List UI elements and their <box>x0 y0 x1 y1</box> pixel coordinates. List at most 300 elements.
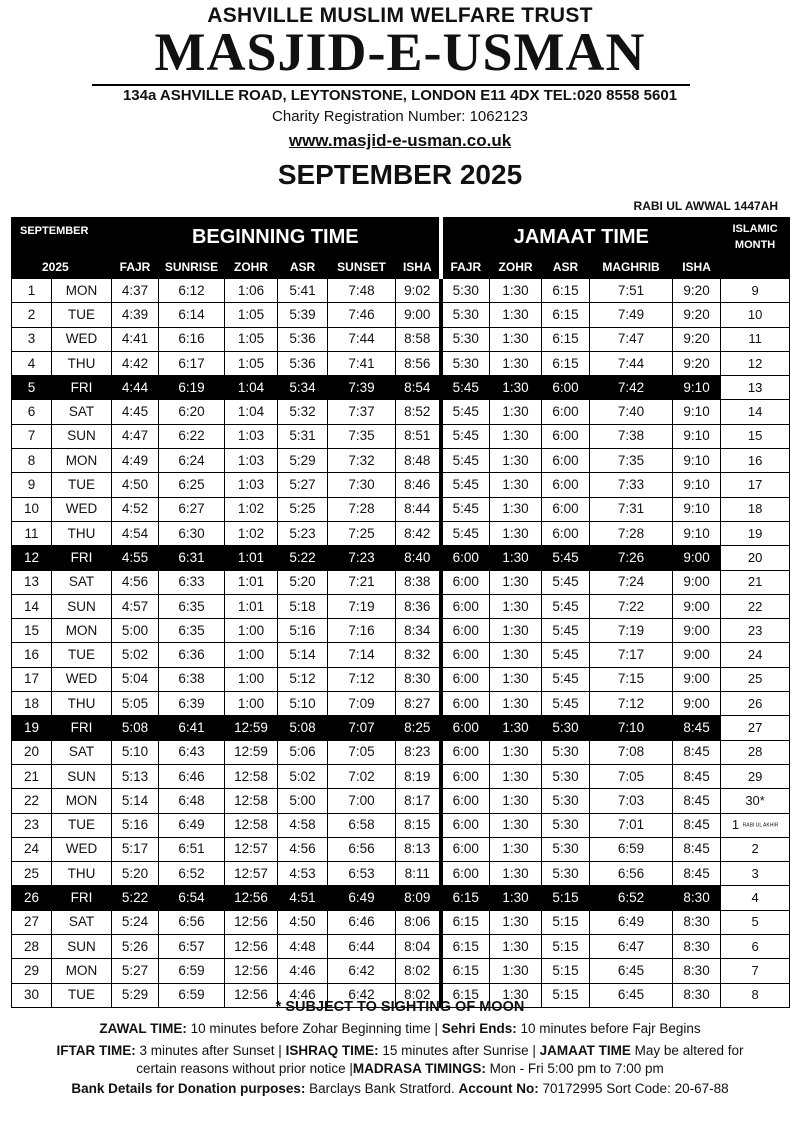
day-number <box>12 910 52 934</box>
begin-asr-text: 5:12 <box>289 671 316 687</box>
jamaat-maghrib <box>590 376 673 400</box>
col-jamaat-zohr: ZOHR <box>490 256 542 279</box>
jamaat-asr <box>542 910 590 934</box>
begin-sunrise-text: 6:38 <box>178 671 205 687</box>
jamaat-fajr-text: 6:00 <box>452 622 479 638</box>
month-title: SEPTEMBER 2025 <box>277 159 523 190</box>
begin-sunrise-text: 6:52 <box>178 865 205 881</box>
jamaat-asr <box>542 424 590 448</box>
day-number <box>12 521 52 545</box>
jamaat-fajr-text: 6:00 <box>452 598 479 614</box>
jamaat-zohr <box>490 643 542 667</box>
begin-fajr-text: 5:04 <box>121 671 149 687</box>
begin-zohr-text: 1:03 <box>237 428 265 444</box>
jamaat-zohr <box>490 351 542 375</box>
begin-fajr-text: 5:13 <box>121 768 149 784</box>
begin-sunrise-text: 6:14 <box>178 306 205 322</box>
begin-sunrise-text: 6:25 <box>178 477 205 493</box>
begin-sunset-text: 7:35 <box>348 428 375 444</box>
begin-sunset <box>328 789 396 813</box>
begin-isha-text: 8:56 <box>404 355 431 371</box>
islamic-day-text: 10 <box>747 306 763 322</box>
jamaat-fajr-text: 5:45 <box>452 452 479 468</box>
jamaat-maghrib-text: 7:22 <box>617 598 645 614</box>
begin-sunset-text: 6:42 <box>348 962 375 978</box>
table-row <box>12 521 790 545</box>
begin-zohr <box>225 424 278 448</box>
table-row <box>12 813 790 837</box>
weekday-text: MON <box>65 962 98 978</box>
jamaat-fajr-text: 5:45 <box>452 379 479 395</box>
begin-zohr-text: 12:59 <box>234 744 268 760</box>
jamaat-maghrib-text: 6:56 <box>617 865 645 881</box>
day-number <box>12 667 52 691</box>
islamic-day-text: 23 <box>747 622 763 638</box>
jamaat-maghrib <box>590 521 673 545</box>
table-row <box>12 400 790 424</box>
jamaat-asr <box>542 643 590 667</box>
begin-fajr-text: 5:17 <box>121 841 149 857</box>
begin-sunrise <box>159 351 225 375</box>
jamaat-isha <box>673 862 721 886</box>
begin-sunset-text: 7:41 <box>348 355 375 371</box>
jamaat-fajr <box>441 279 490 303</box>
begin-asr <box>278 303 328 327</box>
jamaat-zohr-text: 1:30 <box>502 282 529 298</box>
begin-sunrise <box>159 424 225 448</box>
islamic-day-text: 18 <box>747 501 763 517</box>
begin-asr <box>278 643 328 667</box>
begin-zohr <box>225 886 278 910</box>
jamaat-maghrib-text: 7:03 <box>617 792 645 808</box>
begin-zohr-text: 1:02 <box>237 501 265 517</box>
begin-fajr-text: 5:08 <box>121 719 149 735</box>
weekday <box>52 643 112 667</box>
begin-sunset <box>328 886 396 910</box>
begin-zohr-text: 1:01 <box>237 549 265 565</box>
begin-sunrise <box>159 740 225 764</box>
begin-sunrise <box>159 667 225 691</box>
begin-asr <box>278 521 328 545</box>
jamaat-asr-text: 5:45 <box>552 622 579 638</box>
jamaat-maghrib-text: 6:45 <box>617 962 645 978</box>
islamic-day-text: 27 <box>747 719 763 735</box>
jamaat-maghrib-text: 6:59 <box>617 841 645 857</box>
begin-zohr <box>225 351 278 375</box>
begin-sunset-text: 6:58 <box>348 817 375 833</box>
begin-sunset <box>328 764 396 788</box>
jamaat-isha-text: 9:10 <box>683 379 710 395</box>
begin-sunrise-text: 6:41 <box>178 719 205 735</box>
weekday-text: FRI <box>70 890 93 906</box>
begin-isha <box>396 279 441 303</box>
table-row <box>12 449 790 473</box>
begin-sunset <box>328 862 396 886</box>
day-number-text: 19 <box>23 719 40 735</box>
weekday <box>52 813 112 837</box>
islamic-day-text: 8 <box>751 987 759 1003</box>
weekday-text: THU <box>67 695 96 711</box>
jamaat-fajr-text: 6:00 <box>452 744 479 760</box>
jamaat-fajr-text: 6:15 <box>452 938 479 954</box>
jamaat-isha <box>673 327 721 351</box>
begin-isha-text: 8:02 <box>404 987 431 1003</box>
jamaat-isha <box>673 764 721 788</box>
jamaat-asr-text: 6:15 <box>552 282 579 298</box>
jamaat-maghrib-text: 7:08 <box>617 744 645 760</box>
begin-sunrise-text: 6:36 <box>178 647 205 663</box>
day-number-text: 7 <box>27 428 36 444</box>
table-row <box>12 862 790 886</box>
islamic-day-text: 29 <box>747 768 763 784</box>
begin-isha-text: 8:54 <box>404 379 431 395</box>
weekday-text: SUN <box>67 598 96 614</box>
jamaat-asr <box>542 667 590 691</box>
day-number <box>12 497 52 521</box>
begin-zohr-text: 1:00 <box>237 622 265 638</box>
begin-sunset-text: 6:53 <box>348 865 375 881</box>
islamic-day <box>721 521 790 545</box>
jamaat-zohr-text: 1:30 <box>502 647 529 663</box>
jamaat-fajr <box>441 764 490 788</box>
jamaat-zohr-text: 1:30 <box>502 962 529 978</box>
weekday-text: SUN <box>67 768 96 784</box>
moon-sighting-note: * SUBJECT TO SIGHTING OF MOON <box>275 999 525 1015</box>
begin-sunset-text: 7:25 <box>348 525 375 541</box>
begin-sunset-text: 7:07 <box>348 719 375 735</box>
islamic-day <box>721 740 790 764</box>
begin-fajr <box>112 303 159 327</box>
begin-isha-text: 8:32 <box>404 647 431 663</box>
jamaat-maghrib <box>590 667 673 691</box>
weekday-text: TUE <box>68 306 95 322</box>
jamaat-zohr <box>490 935 542 959</box>
day-number-text: 28 <box>23 938 40 954</box>
begin-zohr-text: 1:05 <box>237 306 265 322</box>
begin-asr <box>278 570 328 594</box>
weekday-text: THU <box>67 355 96 371</box>
jamaat-asr <box>542 521 590 545</box>
jamaat-asr-text: 5:45 <box>552 549 579 565</box>
header-jamaat-time: JAMAAT TIME <box>441 218 721 256</box>
islamic-day <box>721 837 790 861</box>
jamaat-maghrib-text: 7:40 <box>617 404 645 420</box>
jamaat-isha <box>673 813 721 837</box>
begin-fajr <box>112 424 159 448</box>
weekday-text: WED <box>65 841 98 857</box>
begin-asr <box>278 497 328 521</box>
jamaat-zohr-text: 1:30 <box>502 744 529 760</box>
jamaat-isha-text: 8:30 <box>683 987 710 1003</box>
table-row <box>12 740 790 764</box>
col-jamaat-asr: ASR <box>542 256 590 279</box>
begin-asr-text: 5:36 <box>289 355 316 371</box>
islamic-day <box>721 279 790 303</box>
jamaat-zohr-text: 1:30 <box>502 841 529 857</box>
begin-sunset-text: 7:14 <box>348 647 375 663</box>
begin-sunrise <box>159 521 225 545</box>
jamaat-isha-text: 9:00 <box>683 671 710 687</box>
jamaat-maghrib-text: 7:12 <box>617 695 645 711</box>
begin-sunrise-text: 6:22 <box>178 428 205 444</box>
jamaat-fajr-text: 6:00 <box>452 671 479 687</box>
jamaat-zohr-text: 1:30 <box>502 477 529 493</box>
jamaat-fajr <box>441 546 490 570</box>
day-number <box>12 862 52 886</box>
jamaat-asr-text: 5:15 <box>552 938 579 954</box>
jamaat-asr <box>542 279 590 303</box>
jamaat-asr-text: 5:45 <box>552 647 579 663</box>
weekday-text: FRI <box>70 549 93 565</box>
jamaat-asr <box>542 862 590 886</box>
jamaat-maghrib <box>590 959 673 983</box>
day-number <box>12 740 52 764</box>
begin-fajr-text: 5:29 <box>121 987 149 1003</box>
begin-fajr <box>112 546 159 570</box>
begin-sunrise-text: 6:59 <box>178 987 205 1003</box>
begin-asr <box>278 862 328 886</box>
begin-sunset-text: 7:02 <box>348 768 375 784</box>
table-row <box>12 570 790 594</box>
begin-asr-text: 4:50 <box>289 914 316 930</box>
islamic-day <box>721 351 790 375</box>
begin-asr-text: 5:32 <box>289 404 316 420</box>
begin-asr <box>278 546 328 570</box>
jamaat-maghrib-text: 7:01 <box>617 817 645 833</box>
jamaat-maghrib <box>590 303 673 327</box>
begin-isha <box>396 837 441 861</box>
jamaat-fajr-text: 6:00 <box>452 695 479 711</box>
islamic-day-text: 21 <box>747 574 763 590</box>
jamaat-zohr <box>490 570 542 594</box>
jamaat-maghrib <box>590 910 673 934</box>
islamic-day <box>721 764 790 788</box>
begin-isha-text: 8:36 <box>404 598 431 614</box>
jamaat-fajr <box>441 521 490 545</box>
begin-asr <box>278 716 328 740</box>
begin-sunset-text: 7:37 <box>348 404 375 420</box>
begin-fajr <box>112 594 159 618</box>
weekday <box>52 789 112 813</box>
islamic-day-text: 4 <box>751 890 759 906</box>
madrasa-text: Mon - Fri 5:00 pm to 7:00 pm <box>485 1061 664 1076</box>
day-number <box>12 303 52 327</box>
begin-isha <box>396 546 441 570</box>
weekday <box>52 327 112 351</box>
jamaat-fajr <box>441 449 490 473</box>
jamaat-fajr-text: 6:00 <box>452 549 479 565</box>
begin-fajr-text: 5:10 <box>121 744 149 760</box>
begin-isha-text: 8:02 <box>404 962 431 978</box>
begin-sunrise <box>159 886 225 910</box>
table-row <box>12 789 790 813</box>
jamaat-zohr <box>490 813 542 837</box>
table-row <box>12 327 790 351</box>
begin-isha <box>396 740 441 764</box>
jamaat-zohr <box>490 521 542 545</box>
begin-sunrise <box>159 959 225 983</box>
jamaat-maghrib-text: 7:15 <box>617 671 645 687</box>
begin-sunrise <box>159 692 225 716</box>
jamaat-isha-text: 8:45 <box>683 865 710 881</box>
begin-sunrise <box>159 570 225 594</box>
jamaat-asr <box>542 886 590 910</box>
begin-zohr <box>225 716 278 740</box>
jamaat-isha-text: 9:10 <box>683 501 710 517</box>
zawal-sehri-info <box>0 1020 800 1038</box>
weekday-text: WED <box>65 501 98 517</box>
begin-zohr-text: 12:56 <box>234 938 268 954</box>
jamaat-zohr-text: 1:30 <box>502 817 529 833</box>
jamaat-isha-text: 8:45 <box>683 768 710 784</box>
begin-sunset-text: 7:16 <box>348 622 375 638</box>
jamaat-zohr <box>490 959 542 983</box>
begin-isha <box>396 303 441 327</box>
jamaat-fajr-text: 6:00 <box>452 647 479 663</box>
begin-sunrise-text: 6:35 <box>178 598 205 614</box>
jamaat-maghrib <box>590 935 673 959</box>
table-row <box>12 376 790 400</box>
begin-isha-text: 8:40 <box>404 549 431 565</box>
begin-sunrise <box>159 813 225 837</box>
islamic-day <box>721 424 790 448</box>
day-number-text: 21 <box>23 768 40 784</box>
begin-sunset-text: 6:42 <box>348 987 375 1003</box>
jamaat-asr-text: 6:00 <box>552 477 579 493</box>
begin-sunset <box>328 546 396 570</box>
jamaat-fajr <box>441 910 490 934</box>
begin-zohr <box>225 740 278 764</box>
table-row <box>12 619 790 643</box>
day-number <box>12 473 52 497</box>
begin-isha-text: 8:09 <box>404 890 431 906</box>
begin-asr <box>278 837 328 861</box>
begin-asr <box>278 327 328 351</box>
begin-fajr <box>112 279 159 303</box>
begin-zohr-text: 1:04 <box>237 404 265 420</box>
jamaat-isha-text: 9:20 <box>683 282 710 298</box>
islamic-day <box>721 813 790 837</box>
weekday <box>52 959 112 983</box>
jamaat-text: May be altered for <box>630 1043 744 1058</box>
jamaat-maghrib-text: 7:42 <box>617 379 645 395</box>
begin-fajr <box>112 716 159 740</box>
begin-isha-text: 8:58 <box>404 331 431 347</box>
begin-fajr-text: 4:39 <box>121 306 149 322</box>
islamic-day-text: 16 <box>747 452 763 468</box>
jamaat-zohr-text: 1:30 <box>502 574 529 590</box>
jamaat-isha-text: 8:30 <box>683 962 710 978</box>
jamaat-maghrib <box>590 570 673 594</box>
begin-asr <box>278 594 328 618</box>
begin-sunset <box>328 594 396 618</box>
begin-isha-text: 8:30 <box>404 671 431 687</box>
begin-sunrise <box>159 862 225 886</box>
jamaat-asr <box>542 400 590 424</box>
jamaat-fajr <box>441 862 490 886</box>
islamic-day-text: 2 <box>751 841 759 857</box>
jamaat-asr-text: 5:30 <box>552 719 579 735</box>
islamic-day-text: 20 <box>747 549 763 565</box>
day-number-text: 3 <box>27 331 36 347</box>
day-number <box>12 764 52 788</box>
jamaat-zohr-text: 1:30 <box>502 865 529 881</box>
account-text: 70172995 Sort Code: 20-67-88 <box>538 1081 729 1096</box>
jamaat-maghrib <box>590 594 673 618</box>
jamaat-asr <box>542 935 590 959</box>
jamaat-isha-text: 8:45 <box>683 841 710 857</box>
begin-sunrise <box>159 910 225 934</box>
begin-asr-text: 4:58 <box>289 817 316 833</box>
begin-asr-text: 5:23 <box>289 525 316 541</box>
begin-asr-text: 5:25 <box>289 501 316 517</box>
begin-sunset-text: 7:00 <box>348 792 375 808</box>
begin-zohr <box>225 473 278 497</box>
day-number-text: 6 <box>27 404 36 420</box>
table-row <box>12 279 790 303</box>
jamaat-asr <box>542 716 590 740</box>
jamaat-asr <box>542 327 590 351</box>
jamaat-zohr-text: 1:30 <box>502 938 529 954</box>
day-number <box>12 716 52 740</box>
begin-zohr <box>225 376 278 400</box>
website-link[interactable]: www.masjid-e-usman.co.uk <box>288 131 512 150</box>
begin-zohr <box>225 813 278 837</box>
begin-isha <box>396 497 441 521</box>
jamaat-asr-text: 6:15 <box>552 306 579 322</box>
weekday <box>52 935 112 959</box>
begin-asr <box>278 473 328 497</box>
begin-fajr-text: 5:27 <box>121 962 149 978</box>
begin-zohr-text: 1:00 <box>237 647 265 663</box>
header-divider <box>92 84 690 86</box>
jamaat-asr-text: 6:00 <box>552 428 579 444</box>
jamaat-zohr <box>490 740 542 764</box>
begin-fajr-text: 5:05 <box>121 695 149 711</box>
begin-fajr <box>112 813 159 837</box>
weekday <box>52 351 112 375</box>
jamaat-maghrib-text: 7:51 <box>617 282 645 298</box>
jamaat-fajr <box>441 789 490 813</box>
begin-fajr-text: 4:55 <box>121 549 149 565</box>
weekday <box>52 546 112 570</box>
begin-zohr <box>225 497 278 521</box>
jamaat-asr <box>542 837 590 861</box>
jamaat-maghrib-text: 7:47 <box>617 331 645 347</box>
begin-asr <box>278 959 328 983</box>
day-number-text: 4 <box>27 355 36 371</box>
begin-sunrise <box>159 935 225 959</box>
begin-isha <box>396 813 441 837</box>
begin-asr-text: 4:46 <box>289 987 316 1003</box>
jamaat-fajr <box>441 303 490 327</box>
begin-sunrise-text: 6:24 <box>178 452 205 468</box>
jamaat-zohr <box>490 376 542 400</box>
jamaat-isha-text: 9:00 <box>683 622 710 638</box>
begin-zohr <box>225 643 278 667</box>
begin-zohr-text: 1:03 <box>237 477 265 493</box>
jamaat-fajr-text: 6:15 <box>452 914 479 930</box>
begin-fajr-text: 5:26 <box>121 938 149 954</box>
jamaat-zohr <box>490 473 542 497</box>
jamaat-asr-text: 6:00 <box>552 379 579 395</box>
day-number-text: 18 <box>23 695 40 711</box>
begin-asr-text: 4:53 <box>289 865 316 881</box>
begin-isha-text: 8:46 <box>404 477 431 493</box>
begin-isha-text: 8:06 <box>404 914 431 930</box>
jamaat-zohr-text: 1:30 <box>502 331 529 347</box>
begin-fajr-text: 4:41 <box>121 331 149 347</box>
